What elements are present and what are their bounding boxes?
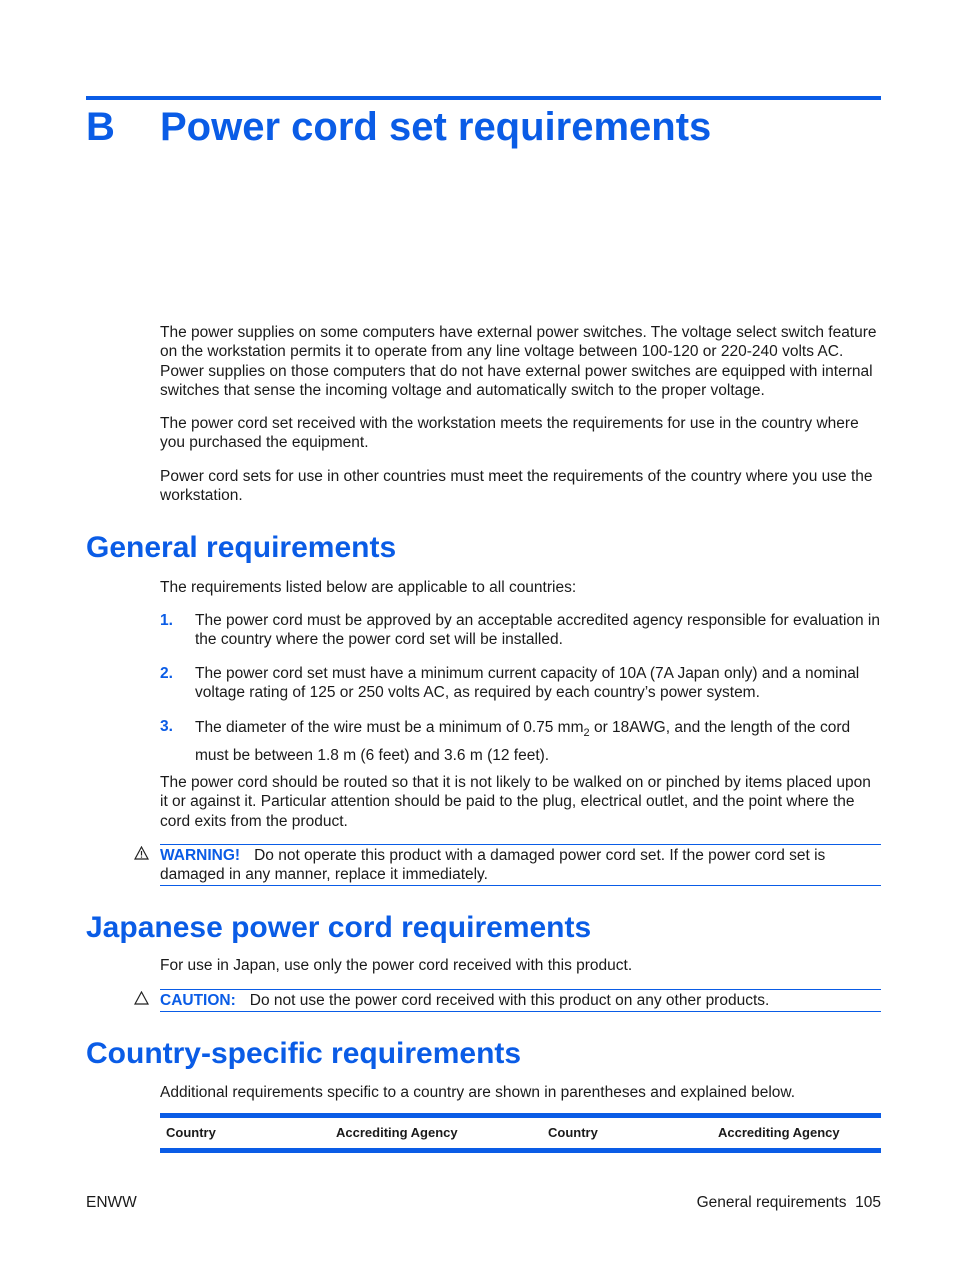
country-table-header [160,1113,881,1153]
list-item-text-b: or 18AWG, and the length of the cord must be between 1.8 m (6 feet) and 3.6 m (12 feet). [195,719,851,764]
warning-triangle-icon [134,846,149,865]
list-item-number: 1. [160,612,173,629]
chapter-rule [86,96,881,100]
caution-notice [160,989,881,1012]
warning-label: WARNING! [160,847,241,864]
table-header-country: Country [166,1125,216,1140]
list-item-number: 3. [160,718,173,735]
general-requirements-heading: General requirements [86,531,397,564]
caution-triangle-icon [134,991,149,1010]
footer-right [697,1193,881,1212]
page-number: 105 [855,1194,881,1211]
routing-paragraph: The power cord should be routed so that it is not likely to be walked on or pinched by items placed upon it or against it. Particular attention should be paid to the plug, electrical outlet, and the point where the cord exits from the product. [160,774,871,830]
list-item-text-a: The diameter of the wire must be a minimum of 0.75 mm [195,719,584,736]
list-item-text: The power cord must be approved by an acceptable accredited agency responsible for evaluation in the country where the power cord set will be installed. [195,612,880,649]
warning-notice [160,844,881,886]
warning-text: Do not operate this product with a damaged power cord set. If the power cord set is damaged in any manner, replace it immediately. [160,847,826,884]
footer-section: General requirements [696,1194,847,1211]
table-header-agency: Accrediting Agency [718,1125,840,1140]
subscript: 2 [583,727,590,740]
list-item-text: The power cord set must have a minimum current capacity of 10A (7A Japan only) and a nominal voltage rating of 125 or 250 volts AC, as required by each country’s power system. [195,665,860,702]
table-header-agency: Accrediting Agency [336,1125,458,1140]
intro-paragraph-1: The power supplies on some computers have external power switches. The voltage select switch feature on the workstation permits it to operate from any line voltage between 100-120 or 220-240 volts AC. Power supplies on those computers that do not have external power switches are equipped with internal switches that sense the incoming voltage and automatically switch to the proper voltage. [160,324,877,400]
caution-label: CAUTION: [160,992,236,1009]
list-item-number: 2. [160,665,173,682]
list-item-text [195,717,882,766]
general-intro: The requirements listed below are applicable to all countries: [160,579,577,596]
intro-paragraph-3: Power cord sets for use in other countries must meet the requirements of the country where you use the workstation. [160,468,873,505]
japanese-requirements-heading: Japanese power cord requirements [86,911,592,944]
caution-text: Do not use the power cord received with this product on any other products. [249,992,770,1009]
country-requirements-heading: Country-specific requirements [86,1037,522,1070]
chapter-letter: B [86,105,115,149]
table-header-country: Country [548,1125,598,1140]
intro-paragraph-2: The power cord set received with the workstation meets the requirements for use in the country where you purchased the equipment. [160,415,859,452]
footer-left: ENWW [86,1194,137,1211]
country-intro: Additional requirements specific to a country are shown in parentheses and explained below. [160,1084,796,1101]
japan-text: For use in Japan, use only the power cord received with this product. [160,957,633,974]
chapter-title: Power cord set requirements [160,105,712,149]
